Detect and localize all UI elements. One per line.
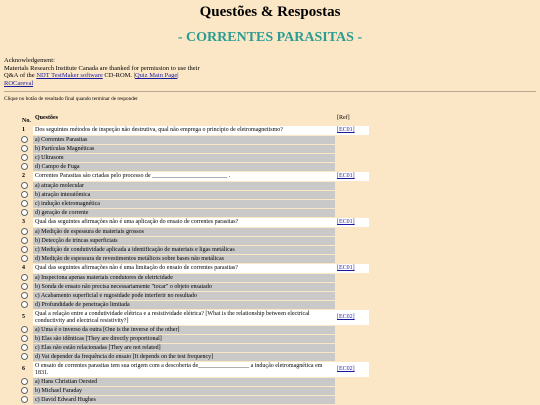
question-ref-cell (335, 126, 369, 135)
question-number: 6 (22, 366, 25, 372)
option-label[interactable]: d) Campo de Fuga (33, 163, 335, 171)
question-ref-link[interactable]: [EC01] (337, 219, 355, 225)
question-row (20, 218, 369, 227)
option-label[interactable]: b) Michael Faraday (33, 387, 335, 395)
option-label[interactable]: c) Elas não estão relacionadas [They are not related] (33, 344, 335, 352)
option-row (20, 387, 369, 395)
option-row (20, 292, 369, 300)
option-radio[interactable] (21, 191, 28, 198)
option-radio[interactable] (21, 255, 28, 262)
option-label[interactable]: a) Uma é o inverso da outra [One is the inverse of the other] (33, 326, 335, 334)
option-radio[interactable] (21, 200, 28, 207)
option-radio-cell (20, 145, 33, 153)
question-row (20, 264, 369, 273)
option-radio-cell (20, 209, 33, 217)
option-radio[interactable] (21, 274, 28, 281)
option-radio-cell (20, 154, 33, 162)
question-number: 5 (22, 314, 25, 320)
option-radio-cell (20, 387, 33, 395)
option-row (20, 353, 369, 361)
option-label[interactable]: b) Sonda de ensaio não precisa necessariamente "tocar" o objeto ensaiado (33, 283, 335, 291)
header-no: No. (20, 111, 33, 125)
testmaker-link[interactable]: NDT TestMaker software (36, 72, 103, 80)
quiz-main-page-link[interactable]: Quiz Main Page (134, 72, 178, 80)
option-radio[interactable] (21, 283, 28, 290)
option-label[interactable]: b) Elas são idênticas [They are directly proportional] (33, 335, 335, 343)
question-number: 2 (22, 173, 25, 179)
option-row (20, 163, 369, 171)
question-row (20, 362, 369, 377)
option-label[interactable]: c) Acabamento superficial e rugosidade pode interferir no resultado (33, 292, 335, 300)
rocareval-link[interactable]: ROCareval (4, 79, 34, 87)
option-row (20, 246, 369, 254)
option-radio-cell (20, 136, 33, 144)
option-row (20, 200, 369, 208)
option-row (20, 335, 369, 343)
option-radio-cell (20, 396, 33, 404)
option-row (20, 136, 369, 144)
option-row (20, 326, 369, 334)
page-subtitle: - CORRENTES PARASITAS - (177, 30, 363, 45)
option-label[interactable]: a) Inspeciona apenas materiais condutores de eletricidade (33, 274, 335, 282)
question-number: 1 (22, 127, 25, 133)
option-radio-cell (20, 335, 33, 343)
question-row (20, 310, 369, 325)
option-radio[interactable] (21, 344, 28, 351)
option-radio-cell (20, 246, 33, 254)
option-radio-cell (20, 378, 33, 386)
option-radio-cell (20, 274, 33, 282)
option-label[interactable]: c) indução eletromagnética (33, 200, 335, 208)
option-label[interactable]: a) atração molecular (33, 182, 335, 190)
option-row (20, 191, 369, 199)
ack-text-pre: Q&A of the (4, 72, 37, 80)
question-ref-link[interactable]: [EC02] (337, 314, 355, 320)
question-ref-cell (335, 264, 369, 273)
option-radio-cell (20, 353, 33, 361)
option-radio[interactable] (21, 163, 28, 170)
question-text: Qual a relação entre a condutividade elétrica e a resistividade elétrica? [What is the relationship between electrical conductivity and electrical resistivity?] (33, 310, 335, 325)
question-text: Dos seguintes métodos de inspeção não destrutiva, qual não emprega o princípio de eletromagnetismo? (33, 126, 335, 135)
question-number: 3 (22, 219, 25, 225)
option-radio[interactable] (21, 378, 28, 385)
option-row (20, 378, 369, 386)
option-radio[interactable] (21, 182, 28, 189)
option-radio[interactable] (21, 396, 28, 403)
option-label[interactable]: a) Hans Christian Oersted (33, 378, 335, 386)
option-radio[interactable] (21, 237, 28, 244)
question-ref-cell (335, 310, 369, 325)
option-label[interactable]: b) atração interatômica (33, 191, 335, 199)
question-ref-cell (335, 362, 369, 377)
question-ref-link[interactable]: [EC01] (337, 265, 355, 271)
option-label[interactable]: a) Correntes Parasitas (33, 136, 335, 144)
option-label[interactable]: d) Profundidade de penetração limitada (33, 301, 335, 309)
ack-text: Materials Research Institute Canada are thanked for permission to use their (4, 64, 200, 72)
option-radio-cell (20, 344, 33, 352)
option-radio-cell (20, 326, 33, 334)
option-label[interactable]: b) Detecção de trincas superficiais (33, 237, 335, 245)
option-label[interactable]: a) Medição de espessura de materiais grossos (33, 228, 335, 236)
questions-table (20, 110, 369, 405)
ack-text-post: CD-ROM. | (102, 72, 135, 80)
option-label[interactable]: c) David Edward Hughes (33, 396, 335, 404)
option-row (20, 283, 369, 291)
question-number: 4 (22, 265, 25, 271)
question-row (20, 126, 369, 135)
option-radio[interactable] (21, 209, 28, 216)
option-row (20, 209, 369, 217)
option-label[interactable]: d) geração de corrente (33, 209, 335, 217)
question-ref-link[interactable]: [EC01] (337, 173, 355, 179)
option-row (20, 255, 369, 263)
question-text: Qual das seguintes afirmações não é uma limitação do ensaio de correntes parasitas? (33, 264, 335, 273)
option-radio[interactable] (21, 353, 28, 360)
instruction-text: Clique no botão de resultado final quando terminar de responder (4, 96, 138, 102)
ack-heading: Acknowledgement: (4, 57, 55, 64)
question-ref-cell (335, 172, 369, 181)
option-radio-cell (20, 163, 33, 171)
divider (4, 91, 536, 92)
option-label[interactable]: d) Vai depender da frequência do ensaio [It depends on the test frequency] (33, 353, 335, 361)
option-radio[interactable] (21, 145, 28, 152)
option-label[interactable]: d) Medição de espessura de revestimentos metálicos sobre bases não metálicas (33, 255, 335, 263)
table-header (20, 111, 369, 125)
option-row (20, 344, 369, 352)
option-radio-cell (20, 255, 33, 263)
option-radio[interactable] (21, 246, 28, 253)
option-radio[interactable] (21, 154, 28, 161)
option-radio-cell (20, 237, 33, 245)
question-text: Qual das seguintes afirmações não é uma aplicação do ensaio de correntes parasitas? (33, 218, 335, 227)
option-row (20, 145, 369, 153)
option-row (20, 228, 369, 236)
ack-text-end: | (177, 72, 179, 80)
ack-links-line (4, 72, 404, 80)
option-radio-cell (20, 301, 33, 309)
question-ref-link[interactable]: [EC01] (337, 127, 355, 133)
option-radio-cell (20, 200, 33, 208)
option-radio[interactable] (21, 387, 28, 394)
option-radio-cell (20, 228, 33, 236)
option-radio[interactable] (21, 301, 28, 308)
option-row (20, 274, 369, 282)
option-row (20, 154, 369, 162)
option-label[interactable]: c) Ultrasom (33, 154, 335, 162)
option-radio[interactable] (21, 335, 28, 342)
option-radio-cell (20, 283, 33, 291)
option-radio[interactable] (21, 228, 28, 235)
acknowledgement (4, 57, 404, 87)
option-label[interactable]: b) Partículas Magnéticas (33, 145, 335, 153)
question-ref-cell (335, 218, 369, 227)
option-radio[interactable] (21, 326, 28, 333)
question-row (20, 172, 369, 181)
option-radio-cell (20, 292, 33, 300)
header-questions: Questões (33, 111, 335, 125)
question-text: Correntes Parasitas são criadas pelo processo de _________________________ . (33, 172, 335, 181)
option-radio-cell (20, 182, 33, 190)
option-radio-cell (20, 191, 33, 199)
option-radio[interactable] (21, 292, 28, 299)
header-ref: [Ref] (335, 111, 369, 125)
option-row (20, 237, 369, 245)
question-ref-link[interactable]: [EC02] (337, 366, 355, 372)
option-radio[interactable] (21, 136, 28, 143)
option-label[interactable]: c) Medição de condutividade aplicada a identificação de materiais e ligas metálicas (33, 246, 335, 254)
option-row (20, 182, 369, 190)
option-row (20, 301, 369, 309)
question-text: O ensaio de correntes parasitas tem sua origem com a descoberta de_________________ a indução eletromagnética em 1831. (33, 362, 335, 377)
page-title: Questões & Respostas (199, 4, 341, 20)
option-row (20, 396, 369, 404)
